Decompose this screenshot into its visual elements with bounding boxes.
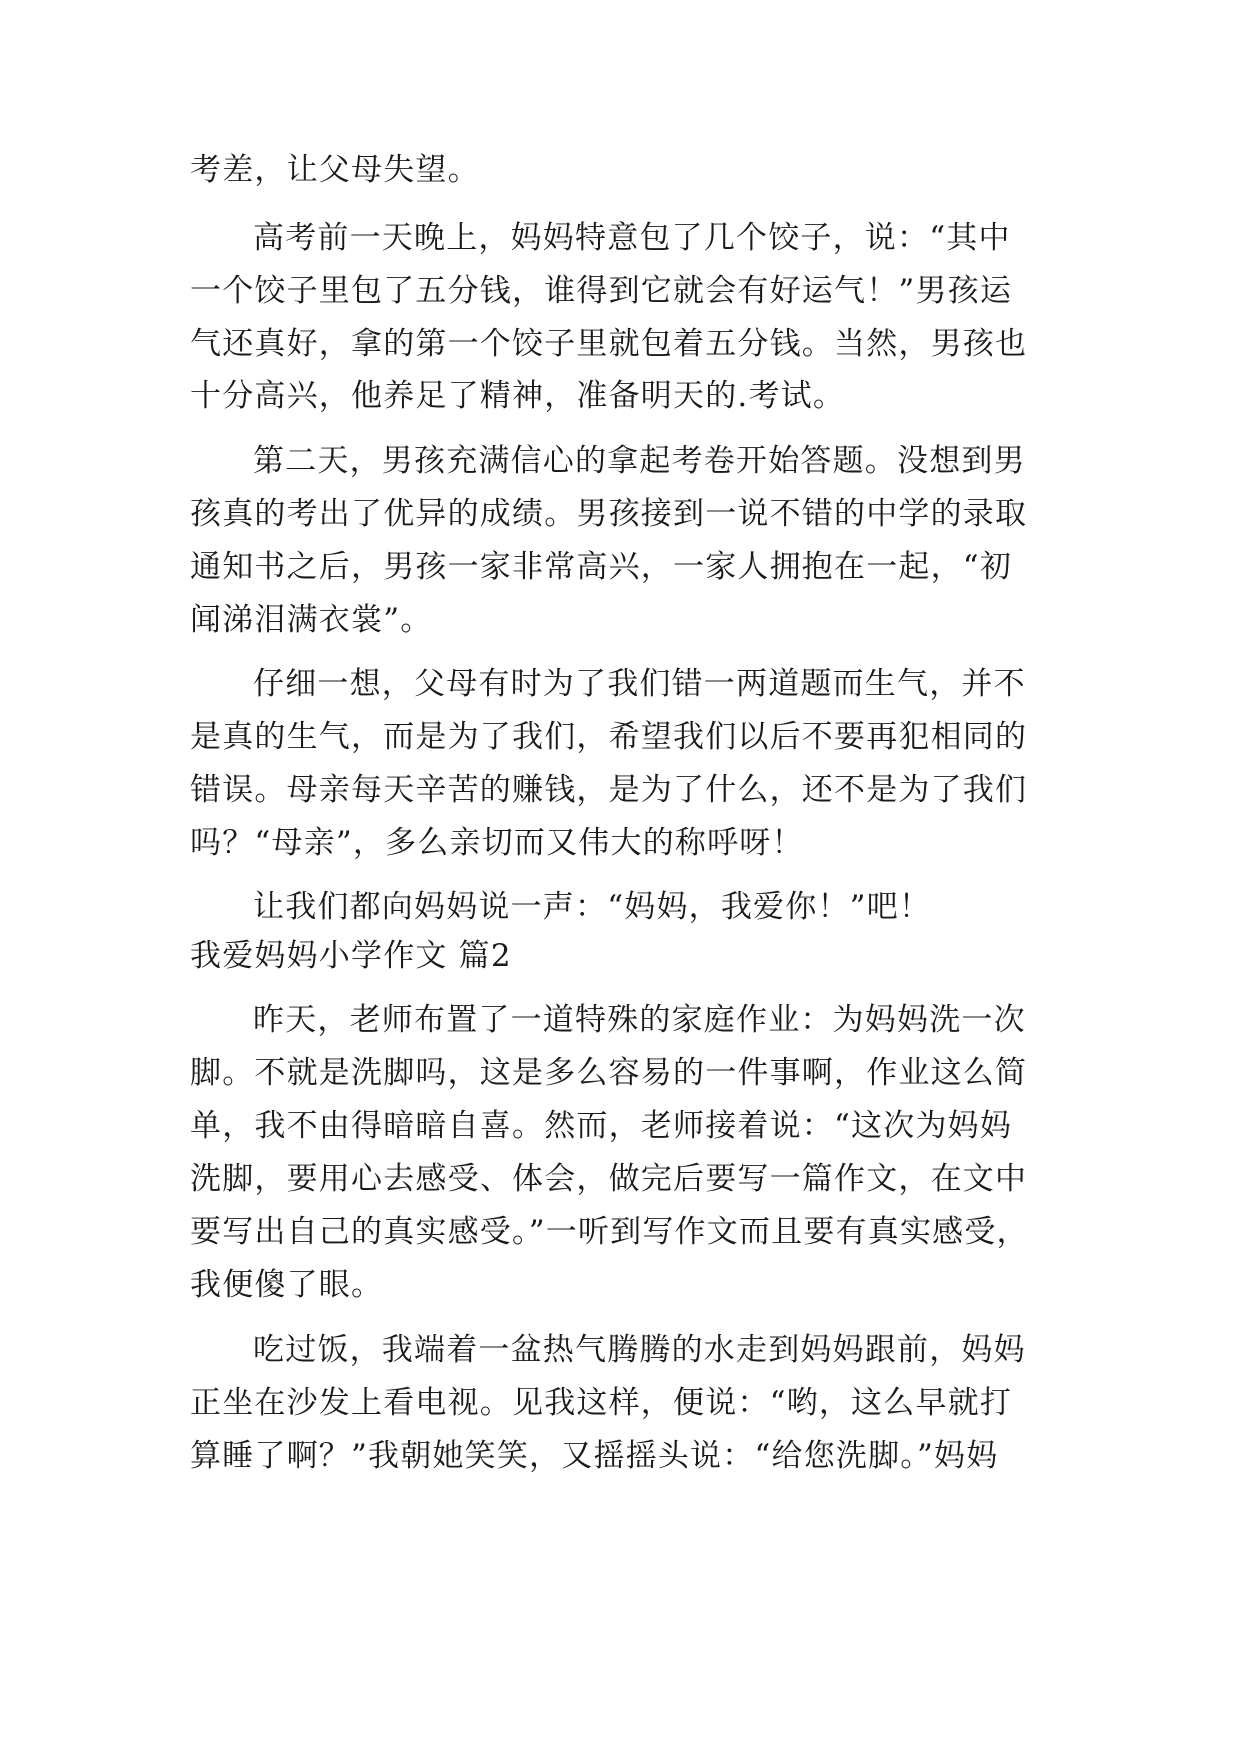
text-line: 是真的生气，而是为了我们，希望我们以后不要再犯相同的	[190, 719, 1028, 755]
section-heading: 我爱妈妈小学作文 篇2	[190, 938, 512, 974]
text-line: 一个饺子里包了五分钱，谁得到它就会有好运气！”男孩运	[190, 273, 1013, 309]
paragraph-start-line: 让我们都向妈妈说一声：“妈妈，我爱你！”吧！	[253, 889, 932, 925]
text-line: 正坐在沙发上看电视。见我这样，便说：“哟，这么早就打	[190, 1385, 1013, 1421]
text-line: 闻涕泪满衣裳”。	[190, 602, 433, 638]
text-line: 算睡了啊？”我朝她笑笑，又摇摇头说：“给您洗脚。”妈妈	[190, 1438, 999, 1474]
text-line: 孩真的考出了优异的成绩。男孩接到一说不错的中学的录取	[190, 496, 1028, 532]
paragraph-start-line: 昨天，老师布置了一道特殊的家庭作业：为妈妈洗一次	[253, 1002, 1026, 1038]
text-line: 考差，让父母失望。	[190, 152, 480, 188]
text-line: 我便傻了眼。	[190, 1267, 384, 1303]
text-line: 错误。母亲每天辛苦的赚钱，是为了什么，还不是为了我们	[190, 772, 1028, 808]
text-line: 气还真好，拿的第一个饺子里就包着五分钱。当然，男孩也	[190, 326, 1028, 362]
text-line: 单，我不由得暗暗自喜。然而，老师接着说：“这次为妈妈	[190, 1108, 1013, 1144]
text-line: 要写出自己的真实感受。”一听到写作文而且要有真实感受，	[190, 1214, 1029, 1250]
paragraph-start-line: 吃过饭，我端着一盆热气腾腾的水走到妈妈跟前，妈妈	[253, 1332, 1026, 1368]
paragraph-start-line: 第二天，男孩充满信心的拿起考卷开始答题。没想到男	[253, 443, 1026, 479]
text-line: 十分高兴，他养足了精神，准备明天的.考试。	[190, 378, 846, 414]
text-line: 脚。不就是洗脚吗，这是多么容易的一件事啊，作业这么简	[190, 1055, 1028, 1091]
text-line: 洗脚，要用心去感受、体会，做完后要写一篇作文，在文中	[190, 1161, 1028, 1197]
text-line: 吗？“母亲”，多么亲切而又伟大的称呼呀！	[190, 825, 804, 861]
paragraph-start-line: 仔细一想，父母有时为了我们错一两道题而生气，并不	[253, 666, 1026, 702]
text-line: 通知书之后，男孩一家非常高兴，一家人拥抱在一起，“初	[190, 549, 1013, 585]
paragraph-start-line: 高考前一天晚上，妈妈特意包了几个饺子，说：“其中	[253, 220, 1011, 256]
